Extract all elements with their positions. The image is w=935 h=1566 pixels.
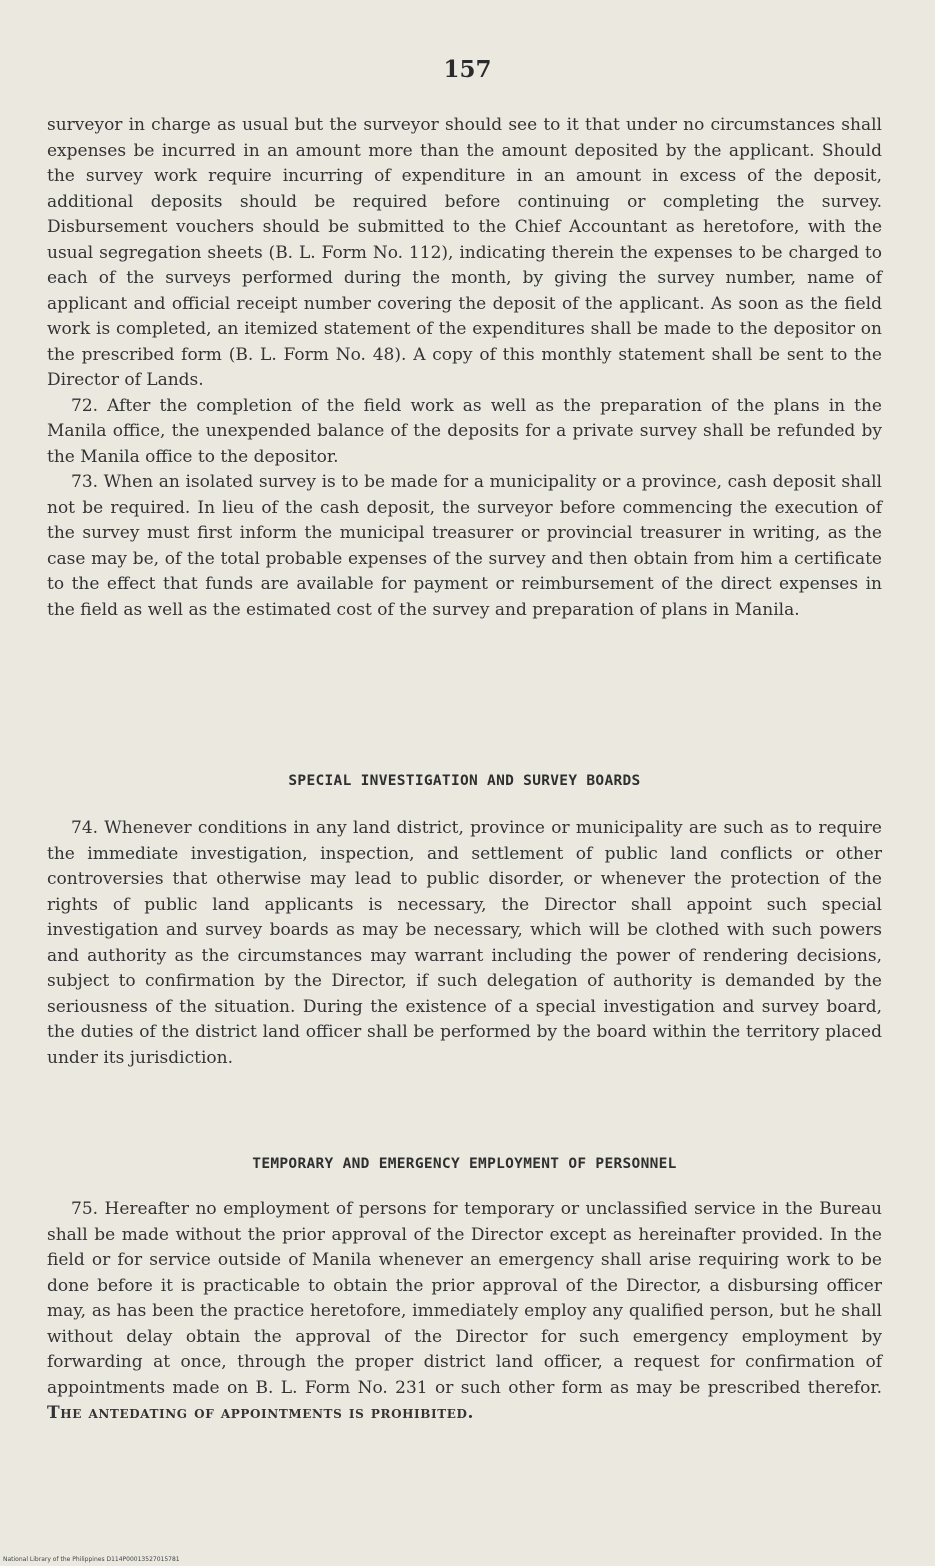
library-footer-stamp: National Library of the Philippines D114P00013527015781 [3, 1556, 180, 1563]
paragraph-75-text: 75. Hereafter no employment of persons for temporary or unclassified service in the Bureau shall be made without the prior approval of the Director except as hereinafter provided. In the field or for service outside of Manila whenever an emergency shall arise requiring work to be done before it is practicable to obtain the prior approval of the Director, a disbursing officer may, as has been the practice heretofore, immediately employ any qualified person, but he shall without delay obtain the approval of the Director for such emergency employment by forwarding at once, through the proper district land officer, a request for confirmation of appointments made on B. L. Form No. 231 or such other form as may be prescribed therefor. [47, 1199, 882, 1398]
paragraph-75-emphasis: The antedating of appointments is prohibited. [47, 1403, 475, 1423]
paragraph-74: 74. Whenever conditions in any land district, province or municipality are such as to require the immediate investigation, inspection, and settlement of public land conflicts or other controversies that otherwise may lead to public disorder, or whenever the protection of the rights of public land applicants is necessary, the Director shall appoint such special investigation and survey boards as may be necessary, which will be clothed with such powers and authority as the circumstances may warrant including the power of rendering decisions, subject to confirmation by the Director, if such delegation of authority is demanded by the seriousness of the situation. During the existence of a special investigation and survey board, the duties of the district land officer shall be performed by the board within the territory placed under its jurisdiction. [47, 818, 882, 1068]
section-heading-temporary-employment: TEMPORARY AND EMERGENCY EMPLOYMENT OF PERSONNEL [252, 1156, 677, 1172]
section-heading-special-boards: SPECIAL INVESTIGATION AND SURVEY BOARDS [288, 773, 641, 789]
paragraph-72: 72. After the completion of the field work as well as the preparation of the plans in the Manila office, the unexpended balance of the deposits for a private survey shall be refunded by the Manila office to the depositor. [47, 395, 882, 467]
page-number: 157 [443, 56, 492, 83]
text-block-1 [47, 113, 882, 623]
paragraph-71-continued: surveyor in charge as usual but the surveyor should see to it that under no circumstances shall expenses be incurred in an amount more than the amount deposited by the applicant. Should the survey work require incurring of expenditure in an amount in excess of the deposit, additional deposits should be required before continuing or completing the survey. Disbursement vouchers should be submitted to the Chief Accountant as heretofore, with the usual segregation sheets (B. L. Form No. 112), indicating therein the expenses to be charged to each of the surveys performed during the month, by giving the survey number, name of applicant and official receipt number covering the deposit of the applicant. As soon as the field work is completed, an itemized statement of the expenditures shall be made to the depositor on the prescribed form (B. L. Form No. 48). A copy of this monthly statement shall be sent to the Director of Lands. [47, 115, 882, 390]
paragraph-73: 73. When an isolated survey is to be made for a municipality or a province, cash deposit shall not be required. In lieu of the cash deposit, the surveyor before commencing the execution of the survey must first inform the municipal treasurer or provincial treasurer in writing, as the case may be, of the total probable expenses of the survey and then obtain from him a certificate to the effect that funds are available for payment or reimbursement of the direct expenses in the field as well as the estimated cost of the survey and preparation of plans in Manila. [47, 472, 882, 620]
paragraph-75 [47, 1197, 882, 1427]
text-block-2 [47, 816, 882, 1071]
text-block-3 [47, 1197, 882, 1427]
